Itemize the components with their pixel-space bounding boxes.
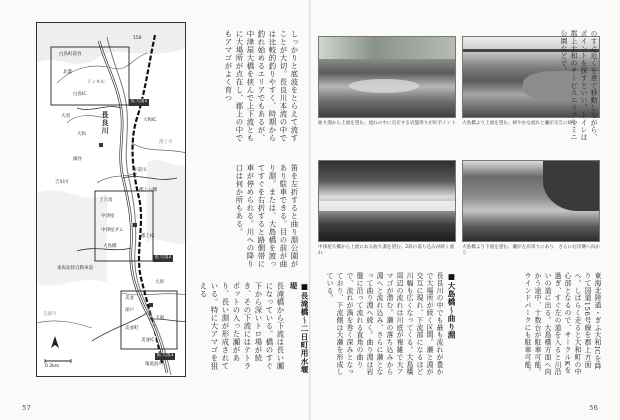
photo-magaribuchi-upstream: [318, 36, 456, 118]
map-label-hachiman: 郡上八幡: [139, 188, 157, 193]
left-para-1: しっかりと底波をとらえて流すことが大切。長良川本流の中では比較的釣りやすく、時期から釣れ始めるエリアでもあるが、中津屋大橋を挟んで上下流ともに大場所が点在し、郡上の中でもアマゴがよく育つ: [224, 30, 299, 142]
map-label-yoshida: 吉田川: [55, 180, 69, 185]
map-tag-area2: 拡大図2: [155, 255, 172, 260]
right-heading: ■大島橋〜曲り淵: [447, 272, 456, 339]
map-label-dam: 中津屋ダム: [101, 228, 124, 233]
map-label-kameo: 亀尾島川: [145, 362, 163, 367]
map-label-mino-ic: 美並IC: [141, 338, 155, 343]
map-label-hosoya: 細谷: [73, 157, 82, 162]
map-label-mino: 美濃市: [43, 312, 57, 317]
map-label-route156: 156: [133, 36, 142, 41]
map-label-nagara-river: 長良川: [101, 111, 109, 135]
map-label-tunnel: トンネル: [87, 80, 105, 85]
right-para-access: 東海北陸道・ぎふ大和ICを降りて国道156号線を郡上方面へ。しばらく走ると大和町の中心部となるので、サークルKを過ぎ、すぐ左の道を入ると川沿いの道に出る。大島橋方面へ向かう途中、十数台が駐車可能。ウインドパークにも駐車可能。: [523, 272, 601, 376]
caption-photo-3: 中津屋大橋から上流にある曲り淵を望む。2段の落ち込みが続く流れ: [318, 245, 455, 257]
map-label-shiro: 白鳥IC: [73, 92, 87, 97]
left-para-2: 笛を左折すると曲り淵公園があり駐車できる。目の前が曲り淵。または、大島橋を渡ってすぐを右折すると路側帯に車が停められる。川への降り口は何か所もある。: [235, 164, 299, 268]
map-label-ushimichi: 牛道川: [133, 168, 147, 173]
map-label-tokai: 東海北陸自動車道: [57, 266, 93, 271]
map-label-bifu: 美並町: [125, 326, 139, 331]
map-label-minami: 美並: [125, 296, 134, 301]
river-map: [36, 22, 186, 377]
map-label-gujo: 郡上市: [159, 140, 173, 145]
map-label-shiratori: 白鳥町前谷: [59, 52, 82, 57]
map-label-kamikita: 上穴馬: [99, 198, 113, 203]
caption-photo-4: 大島橋より下流を望む。瀬が左岸寄りにあり、さらに右岸側へ向かう: [462, 245, 600, 257]
map-label-kita-nakamura: 北濃: [63, 70, 72, 75]
caption-photo-1: 曲り淵から上流を望む。流れの中に点在する岩盤周りが好ポイント: [318, 121, 456, 126]
caption-photo-2: 大島橋より上流を望む。緩やかな流れと瀬が交互に続く: [462, 121, 577, 126]
right-para-top: のすぐ近くを車で移動しながら、ポイントを探すといい。トイレは郡上大和のサービスエリアやミニ公園などで。: [559, 30, 597, 141]
map-label-shimo: 下洞: [155, 316, 164, 321]
left-heading: ■長滝橋〜二日町用水堰堤: [289, 282, 309, 374]
page-number-right: 56: [589, 404, 598, 412]
map-label-fukabe: 深戸: [125, 308, 134, 313]
map-label-yamato: 大和: [77, 132, 86, 137]
map-scale: 0 2km: [45, 364, 60, 369]
map-label-oshima-bridge: 大島橋: [103, 244, 117, 249]
map-label-gujo-ic: 郡上IC: [141, 234, 155, 239]
map-label-daiwa: 大和IC: [143, 118, 157, 123]
map-label-ono: 大羽: [61, 114, 70, 119]
map-tag-area1: 拡大図1: [131, 99, 148, 104]
page-number-left: 57: [22, 404, 31, 412]
map-label-nakamura: 中津屋: [101, 214, 115, 219]
right-para-section: 長良川の中でも最も流れが豊かで大場所が続く区間。瀬と淵が交互に現れ、下流部になるほど川幅も広くなってくる。大島橋周辺の流れは川底が複雑で大アマゴが潜む。瀬の落ち込みから淵へと流れ込み、さらに瀬となって曲り淵へ続く。曲り淵は岩盤に沿って流れる直角の曲りで、流れが渦を巻く深みとなっており、下流側は大瀬を形成している。: [325, 272, 443, 376]
map-label-ohara: 大原: [155, 280, 164, 285]
photo-nakatsuya-bridge: [318, 160, 456, 242]
map-tag-area3: 拡大図3: [157, 353, 174, 358]
photo-oshima-downstream: [462, 160, 600, 242]
left-para-3: 長滝橋から下流は長い瀬になっている。橋のすぐ下から深いトロ場が続き、その下流にはテトラポットの入った瀬があり、長い淵が形成されている。特に大アマゴを狙える: [199, 282, 285, 370]
